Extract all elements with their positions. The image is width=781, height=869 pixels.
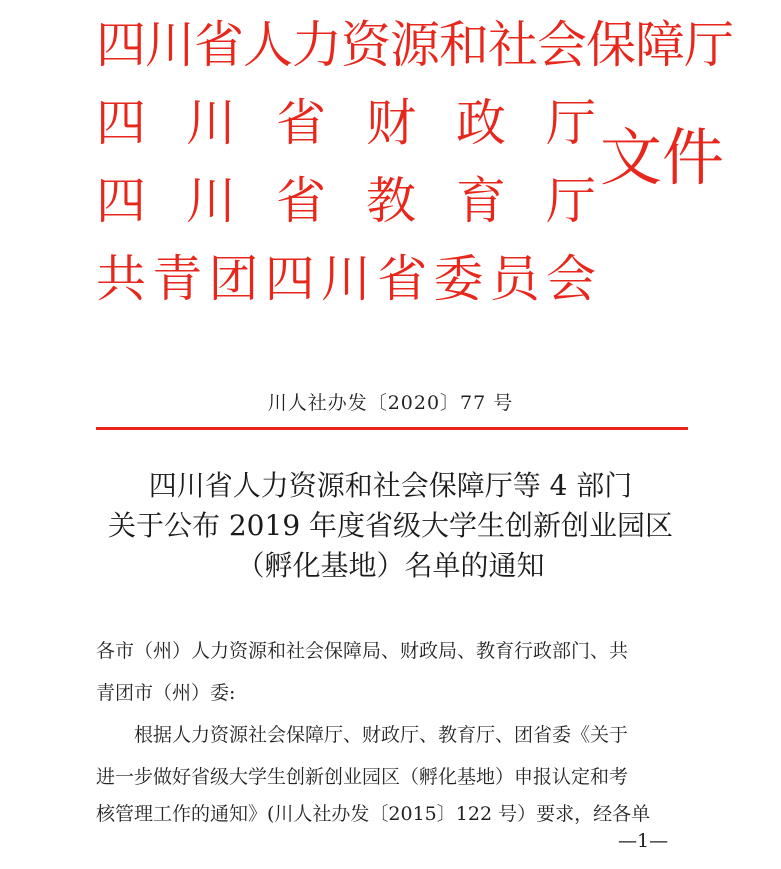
dept-hrss [96, 6, 733, 84]
dept-char: 育 [456, 172, 506, 230]
dept-char: 团 [208, 250, 259, 308]
addressee-line-1: 各市（州）人力资源和社会保障局、财政局、教育行政部门、共 [96, 640, 629, 662]
dept-char: 省 [276, 172, 326, 230]
dept-char: 川 [186, 94, 236, 152]
dept-char: 员 [489, 250, 540, 308]
dept-hrss-name: 四川省人力资源和社会保障厅 [96, 16, 733, 74]
title-line-2: 关于公布 2019 年度省级大学生创新创业园区 [107, 509, 674, 542]
dept-char: 四 [264, 250, 315, 308]
paragraph-line-2: 进一步做好省级大学生创新创业园区（孵化基地）申报认定和考 [96, 766, 629, 788]
dept-char: 财 [366, 94, 416, 152]
dept-char: 四 [96, 172, 146, 230]
dept-char: 四 [96, 94, 146, 152]
document-title [0, 466, 781, 586]
dept-char: 川 [186, 172, 236, 230]
paragraph-line-3: 核管理工作的通知》(川人社办发〔2015〕122 号）要求，经各单 [96, 803, 651, 825]
dept-char: 青 [152, 250, 203, 308]
dept-char: 共 [96, 250, 146, 308]
title-line-1: 四川省人力资源和社会保障厅等 4 部门 [148, 469, 633, 502]
document-number: 川人社办发〔2020〕77 号 [267, 392, 514, 414]
page-number: —1— [618, 830, 669, 852]
dept-char: 教 [366, 172, 416, 230]
addressee-line-2: 青团市（州）委: [96, 682, 236, 704]
document-suffix: 文件 [600, 121, 725, 194]
dept-char: 省 [377, 250, 428, 308]
dept-education [96, 162, 596, 240]
dept-char: 厅 [546, 172, 596, 230]
paragraph-line-1: 根据人力资源社会保障厅、财政厅、教育厅、团省委《关于 [134, 724, 629, 746]
dept-finance [96, 84, 596, 162]
dept-char: 会 [546, 250, 596, 308]
red-divider [96, 427, 688, 430]
dept-youth-league [96, 240, 596, 318]
dept-char: 川 [321, 250, 371, 308]
dept-char: 厅 [546, 94, 596, 152]
title-line-3: （孵化基地）名单的通知 [236, 549, 545, 582]
dept-char: 政 [456, 94, 506, 152]
dept-char: 委 [433, 250, 484, 308]
dept-char: 省 [276, 94, 326, 152]
